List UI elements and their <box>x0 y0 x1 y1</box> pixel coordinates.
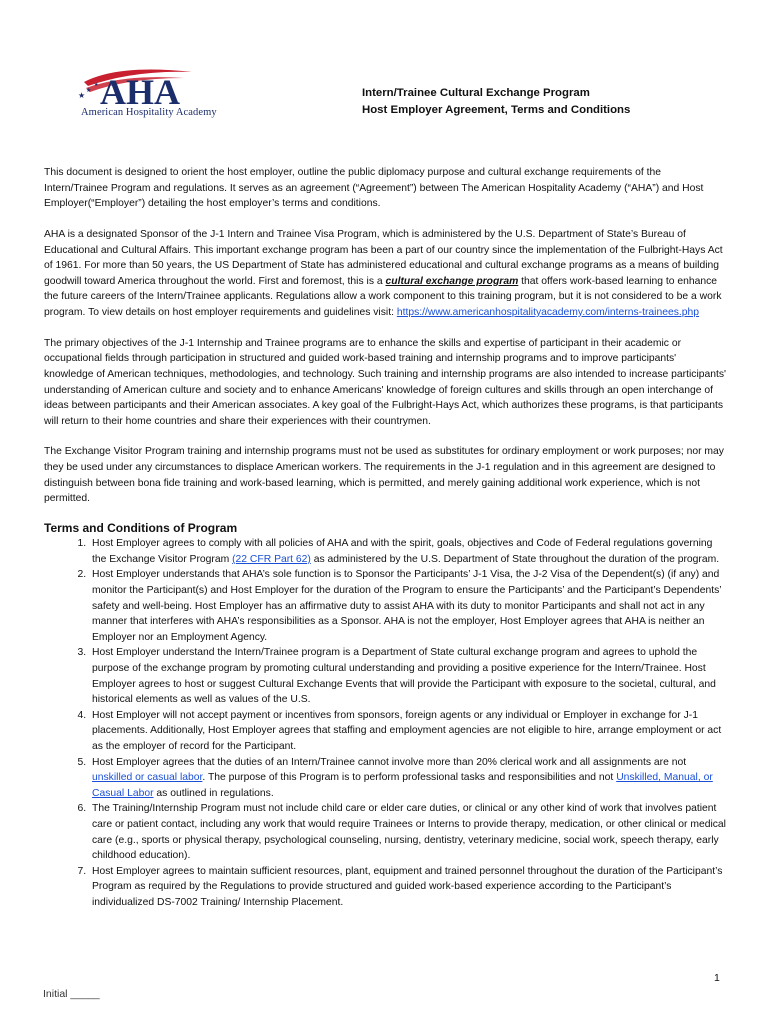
aha-logo <box>74 62 224 124</box>
term-5-text: Host Employer agrees that the duties of an Intern/Trainee cannot involve more than 20% clerical work and all assignments are not <box>92 756 687 768</box>
intro-paragraph-3: The primary objectives of the J-1 Internship and Trainee programs are to enhance the skills and expertise of participant in their academic or occupational fields through participation in structured and guided work-based training and internship programs and to improve participants' knowledge of American techniques, methodologies, and technology. Such training and internship programs are also intended to increase participants' understanding of American culture and society and to enhance Americans' knowledge of foreign cultures and skills through an open interchange of ideas between participants and their American associates. A key goal of the Fulbright-Hays Act, which authorizes these programs, is that participants will return to their home countries and share their experiences with their countrymen. <box>44 337 727 427</box>
intro-paragraph-2 <box>44 227 727 321</box>
cfr-link[interactable]: (22 CFR Part 62) <box>232 553 311 565</box>
title-line-1: Intern/Trainee Cultural Exchange Program <box>362 87 590 99</box>
title-line-2: Host Employer Agreement, Terms and Conditions <box>362 103 631 116</box>
terms-list <box>44 536 727 910</box>
logo-text: American Hospitality Academy <box>81 107 217 118</box>
term-1-text: Host Employer agrees to comply with all policies of AHA and with the spirit, goals, objectives and Code of Federal regulations governing the Exchange Visitor Program <box>92 538 713 565</box>
intro-paragraph-1: This document is designed to orient the host employer, outline the public diplomacy purpose and cultural exchange requirements of the Intern/Trainee Program and regulations. It serves as an agreement (“Agreement”) between The American Hospitality Academy (“AHA”) and Host Employer(“Employer”) detailing the host employer’s terms and conditions. <box>44 167 704 210</box>
cultural-exchange-emphasis: cultural exchange program <box>385 275 519 287</box>
page-number: 1 <box>714 972 720 984</box>
term-item-3: 3. Host Employer understand the Intern/Trainee program is a Department of State cultural exchange program and agrees to uphold the purpose of the exchange program by promoting cultural understanding and providing a positive experience for the Intern/Trainee. Host Employer agrees to host or suggest Cultural Exchange Events that will provide the Participant with exposure to the societal, cultural, and historical elements as well as values of the U.S. <box>89 645 727 707</box>
document-title <box>362 85 630 119</box>
p2-text-after: that offers work-based learning to enhance the future careers of the Intern/Trainee applicants. Regulations allow a work component to this training program, but it is not considered to be a work program. To view details on host employer requirements and guidelines visit: <box>44 275 722 318</box>
svg-text:★: ★ <box>94 82 99 88</box>
initial-field: Initial _____ <box>43 988 100 1000</box>
term-item-6: 6. The Training/Internship Program must not include child care or elder care duties, or clinical or any other kind of work that involves patient care or patient contact, including any work that would require Trainees or Interns to provide therapy, medication, or other clinical or medical care (e.g., sports or physical therapy, psychological counseling, nursing, dentistry, veterinary medicine, social work, speech therapy, early childhood education). <box>89 801 727 863</box>
logo-letters: AHA <box>100 72 180 108</box>
svg-text:★: ★ <box>86 88 92 94</box>
terms-heading: Terms and Conditions of Program <box>44 521 238 536</box>
intro-paragraph-4: The Exchange Visitor Program training and internship programs must not be used as substitutes for ordinary employment or work purposes; nor may they be used under any circumstances to displace American workers. The requirements in the J-1 regulation and in this agreement are designed to distinguish between bona fide training and work-based learning, which is permitted, and merely gaining additional work experience, which is not permitted. <box>44 446 724 505</box>
term-item-7: 7. Host Employer agrees to maintain sufficient resources, plant, equipment and trained personnel throughout the duration of the Participant’s Program as required by the Regulations to provide structured and guided work-based experience according to the Participant’s individualized DS-7002 Training/ Internship Placement. <box>89 864 727 911</box>
term-item-5 <box>89 755 727 802</box>
unskilled-labor-link[interactable]: unskilled or casual labor <box>92 772 203 784</box>
aha-logo-mark <box>74 62 224 108</box>
document-body <box>44 165 727 910</box>
aha-interns-trainees-link[interactable]: https://www.americanhospitalityacademy.com/interns-trainees.php <box>396 306 700 318</box>
term-item-4: 4. Host Employer will not accept payment or incentives from sponsors, foreign agents or any individual or Employer in exchange for J-1 placements. Additionally, Host Employer agrees that staffing and employment agencies are not eligible to hire, arrange employment or act as the employer of record for the Participant. <box>89 708 727 755</box>
svg-text:★: ★ <box>78 91 86 100</box>
p2-text-before: AHA is a designated Sponsor of the J-1 Intern and Trainee Visa Program, which is administered by the U.S. Department of State’s Bureau of Educational and Cultural Affairs. This important exchange program has been a part of our country since the implementation of the Fulbright-Hays Act of 1961. For more than 50 years, the US Department of State has administered educational and cultural exchange programs as a means of building goodwill toward America throughout the world. First and foremost, this is a <box>44 228 723 287</box>
term-1-text-end: as administered by the U.S. Department of State throughout the duration of the program. <box>310 553 720 565</box>
term-5-text-end: as outlined in regulations. <box>153 787 274 799</box>
unskilled-manual-casual-labor-link[interactable]: Unskilled, Manual, or Casual Labor <box>92 772 713 799</box>
term-item-1 <box>89 536 727 567</box>
term-5-text-middle: . The purpose of this Program is to perform professional tasks and responsibilities and not <box>202 772 617 784</box>
term-item-2: 2. Host Employer understands that AHA’s sole function is to Sponsor the Participants’ J-1 Visa, the J-2 Visa of the Dependent(s) (if any) and monitor the Participant(s) and Host Employer for the duration of the Program to ensure the Participants’ and the Participant’s Dependents’ safety and well-being. Host Employer has an affirmative duty to assist AHA with its duty to monitor Participants and shall not act in any manner that interferes with AHA’s responsibilities as a Sponsor. AHA is not the employer, Host Employer agrees that AHA is neither an Employer nor an Employment Agency. <box>89 567 727 645</box>
